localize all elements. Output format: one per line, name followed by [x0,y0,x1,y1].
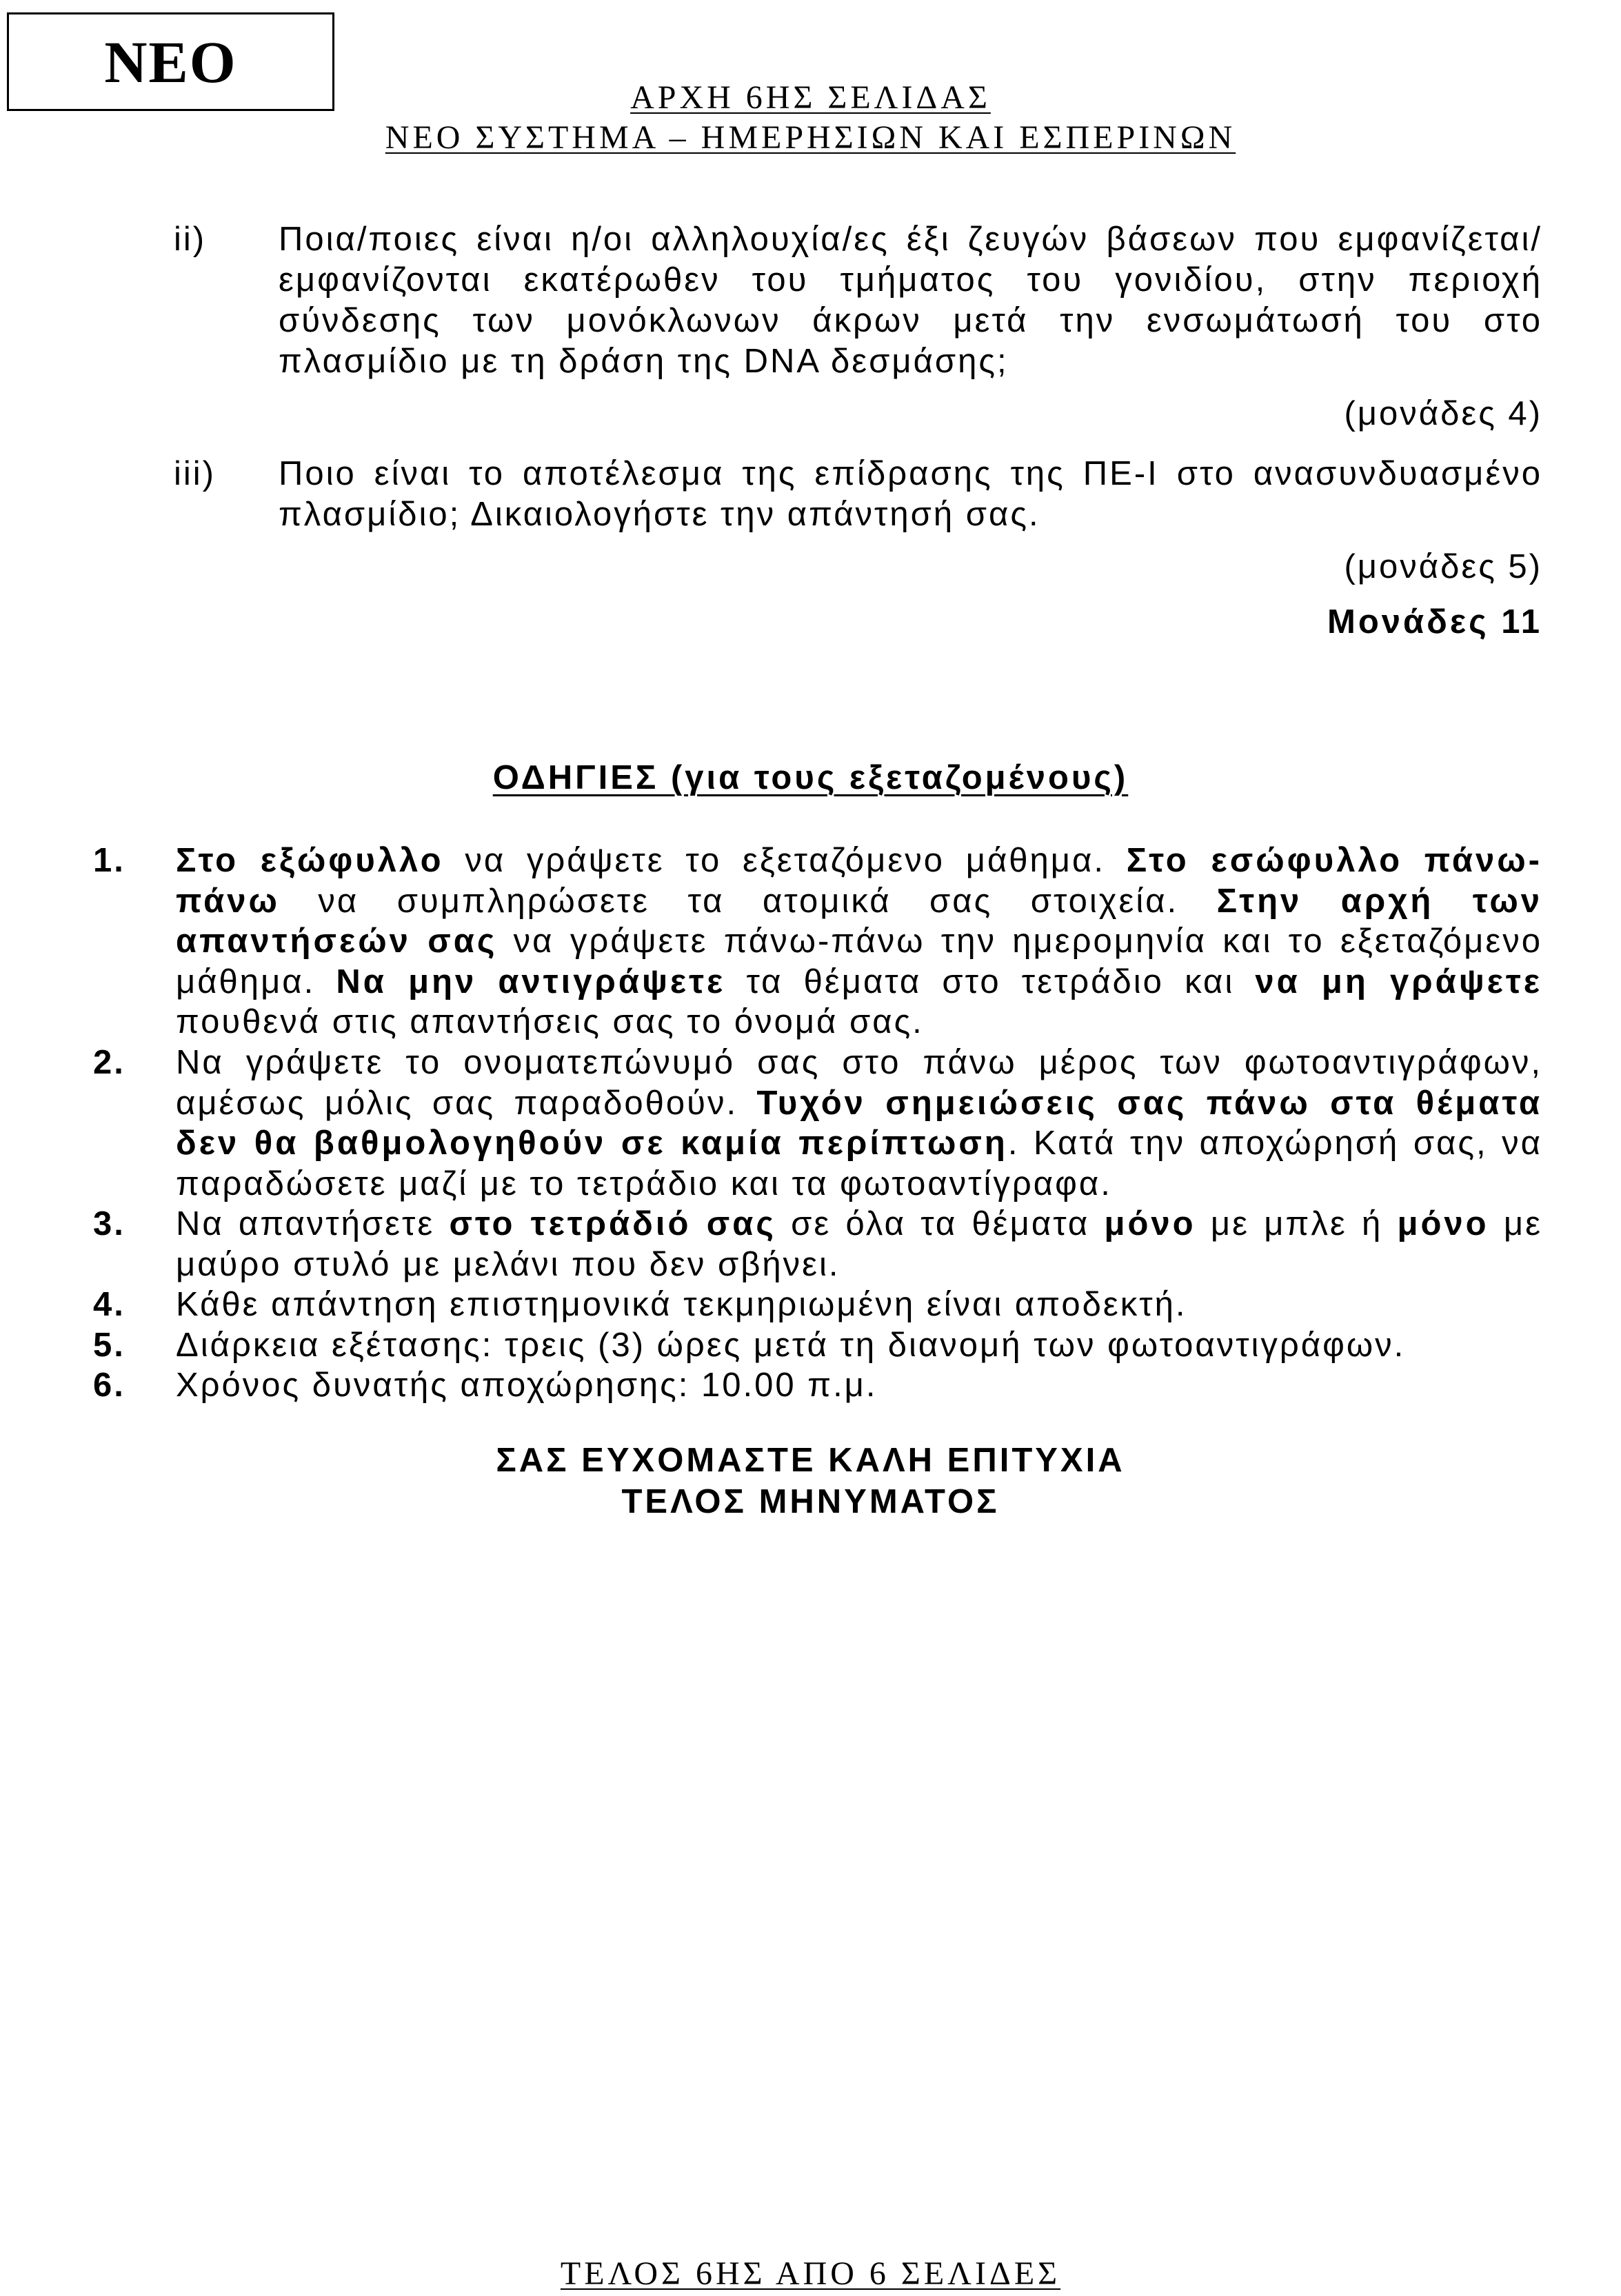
instruction-text: Να γράψετε το ονοματεπώνυμό σας στο πάνω μέρος των φωτοαντιγράφων, αμέσως μόλις σας παραδοθούν. Τυχόν σημειώσεις σας πάνω στα θέματα δεν θα βαθμολογηθούν σε καμία περίπτωση. Κατά την αποχώρησή σας, να παραδώσετε μαζί με το τετράδιο και τα φωτοαντίγραφα. [176,1044,1543,1202]
question-ii [174,219,1542,382]
instruction-text: Στο εξώφυλλο να γράψετε το εξεταζόμενο μάθημα. Στο εσώφυλλο πάνω-πάνω να συμπληρώσετε τα ατομικά σας στοιχεία. Στην αρχή των απαντήσεών σας να γράψετε πάνω-πάνω την ημερομηνία και το εξεταζόμενο μάθημα. Να μην αντιγράψετε τα θέματα στο τετράδιο και να μη γράψετε πουθενά στις απαντήσεις σας το όνομά σας. [176,842,1543,1040]
question-ii-marks: (μονάδες 4) [1344,395,1542,432]
question-iii [174,454,1542,535]
instruction-item-1 [93,840,1542,1043]
instruction-number: 3. [93,1205,125,1242]
page-start-label: ΑΡΧΗ 6ΗΣ ΣΕΛΙΔΑΣ [630,79,991,116]
page-footer [0,2255,1621,2293]
question-iii-marks: (μονάδες 5) [1344,548,1542,585]
instruction-number: 2. [93,1044,125,1081]
instruction-item-4 [93,1285,1542,1325]
question-text: Ποιο είναι το αποτέλεσμα της επίδρασης της ΠΕ-Ι στο ανασυνδυασμένο πλασμίδιο; Δικαιολογήστε την απάντησή σας. [279,455,1542,533]
question-number: ii) [174,221,207,258]
instruction-text: Κάθε απάντηση επιστημονικά τεκμηριωμένη είναι αποδεκτή. [176,1286,1187,1323]
instruction-item-5 [93,1325,1542,1366]
exam-system-label: ΝΕΟ ΣΥΣΤΗΜΑ – ΗΜΕΡΗΣΙΩΝ ΚΑΙ ΕΣΠΕΡΙΝΩΝ [385,119,1236,156]
instruction-item-3 [93,1204,1542,1285]
instruction-item-2 [93,1043,1542,1204]
total-marks: Μονάδες 11 [1327,603,1542,641]
badge-label: ΝΕΟ [104,28,237,95]
instruction-text: Χρόνος δυνατής αποχώρησης: 10.00 π.μ. [176,1367,878,1404]
page-header-line-2 [0,119,1621,157]
end-of-message: ΤΕΛΟΣ ΜΗΝΥΜΑΤΟΣ [621,1483,1000,1520]
page-header-line-1 [0,79,1621,117]
page-end-label: ΤΕΛΟΣ 6ΗΣ ΑΠΟ 6 ΣΕΛΙΔΕΣ [560,2255,1061,2292]
instruction-number: 4. [93,1286,125,1323]
instruction-text: Διάρκεια εξέτασης: τρεις (3) ώρες μετά τη διανομή των φωτοαντιγράφων. [176,1327,1406,1364]
instruction-number: 6. [93,1367,125,1404]
good-luck-message: ΣΑΣ ΕΥΧΟΜΑΣΤΕ ΚΑΛΗ ΕΠΙΤΥΧΙΑ [496,1442,1125,1479]
instructions-title: ΟΔΗΓΙΕΣ (για τους εξεταζομένους) [492,759,1129,796]
question-text: Ποια/ποιες είναι η/οι αλληλουχία/ες έξι ζευγών βάσεων που εμφανίζεται/εμφανίζονται εκατέρωθεν του τμήματος του γονιδίου, στην περιοχή σύνδεσης των μονόκλωνων άκρων μετά την ενσωμάτωσή του στο πλασμίδιο με τη δράση της DNA δεσμάσης; [279,221,1542,380]
instruction-number: 1. [93,842,125,879]
instruction-item-6 [93,1365,1542,1406]
instruction-text: Να απαντήσετε στο τετράδιό σας σε όλα τα θέματα μόνο με μπλε ή μόνο με μαύρο στυλό με μελάνι που δεν σβήνει. [176,1205,1542,1283]
question-number: iii) [174,455,216,492]
instruction-number: 5. [93,1327,125,1364]
